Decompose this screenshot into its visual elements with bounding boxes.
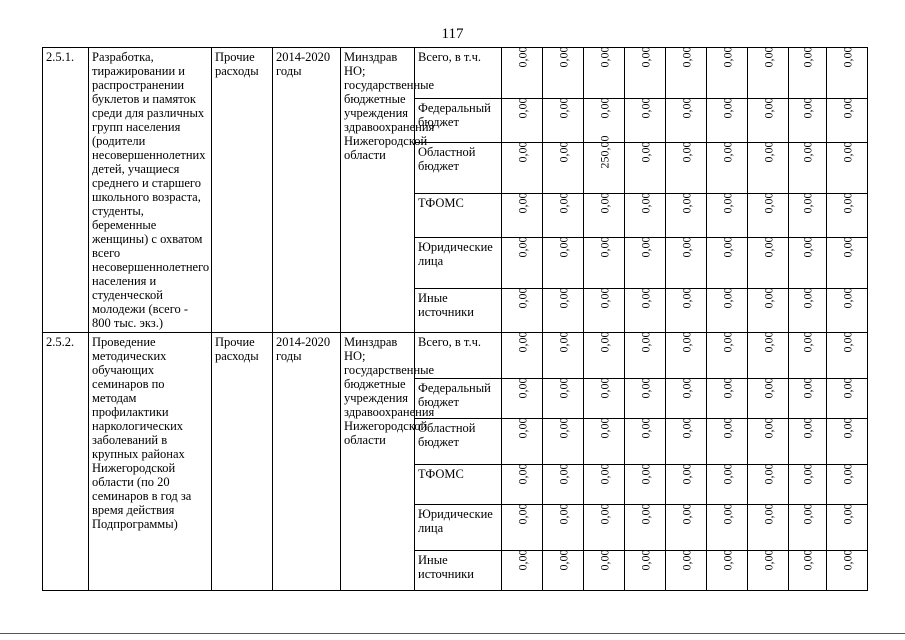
amount-value: 0,00 (515, 192, 529, 214)
amount-value: 0,00 (720, 236, 734, 258)
value-cell (748, 551, 789, 591)
funding-source-label: Юридические лица (415, 237, 502, 288)
amount-value: 0,00 (679, 463, 693, 485)
value-cell (827, 551, 868, 591)
cost-type-cell: Прочие расходы (212, 333, 273, 591)
value-cell (666, 465, 707, 505)
value-cell (543, 419, 584, 465)
value-cell (707, 419, 748, 465)
value-cell (789, 98, 827, 142)
item-title-cell: Проведение методических обучающих семинаров по методам профилактики наркологических заболеваний в крупных районах Нижегородской области (по 20 семинаров в год за время действия Подпрограммы) (89, 333, 212, 591)
amount-value: 0,00 (761, 331, 775, 353)
value-cell (707, 333, 748, 379)
bottom-scan-line (0, 633, 905, 634)
value-cell (625, 465, 666, 505)
value-cell (789, 237, 827, 288)
value-cell (789, 193, 827, 237)
amount-value: 0,00 (597, 463, 611, 485)
amount-value: 0,00 (638, 287, 652, 309)
amount-value: 0,00 (720, 377, 734, 399)
value-cell (789, 505, 827, 551)
amount-value: 0,00 (515, 463, 529, 485)
value-cell (748, 288, 789, 332)
amount-value: 0,00 (638, 192, 652, 214)
value-cell (543, 193, 584, 237)
value-cell (625, 333, 666, 379)
value-cell (707, 288, 748, 332)
amount-value: 0,00 (800, 287, 815, 309)
value-cell (827, 142, 868, 193)
value-cell (827, 98, 868, 142)
value-cell (502, 505, 543, 551)
amount-value: 0,00 (515, 377, 529, 399)
amount-value: 0,00 (679, 46, 693, 68)
amount-value: 0,00 (761, 463, 775, 485)
amount-value: 0,00 (597, 192, 611, 214)
amount-value: 0,00 (840, 192, 854, 214)
amount-value: 0,00 (761, 97, 775, 119)
value-cell (789, 379, 827, 419)
amount-value: 0,00 (515, 417, 529, 439)
value-cell (666, 333, 707, 379)
amount-value: 0,00 (556, 377, 570, 399)
value-cell (707, 465, 748, 505)
value-cell (707, 142, 748, 193)
amount-value: 0,00 (720, 549, 734, 571)
amount-value: 0,00 (840, 377, 854, 399)
amount-value: 0,00 (720, 463, 734, 485)
funding-source-label: Областной бюджет (415, 419, 502, 465)
amount-value: 0,00 (556, 97, 570, 119)
value-cell (625, 419, 666, 465)
funding-source-label: ТФОМС (415, 465, 502, 505)
amount-value: 0,00 (679, 287, 693, 309)
value-cell (789, 551, 827, 591)
value-cell (789, 288, 827, 332)
value-cell (748, 419, 789, 465)
value-cell (625, 193, 666, 237)
amount-value: 0,00 (638, 377, 652, 399)
value-cell (707, 505, 748, 551)
amount-value: 0,00 (638, 463, 652, 485)
value-cell (666, 48, 707, 99)
value-cell (543, 551, 584, 591)
value-cell (543, 142, 584, 193)
amount-value: 0,00 (679, 141, 693, 163)
value-cell (543, 333, 584, 379)
value-cell (748, 465, 789, 505)
amount-value: 0,00 (679, 97, 693, 119)
amount-value: 0,00 (638, 331, 652, 353)
funding-table (42, 47, 868, 591)
amount-value: 0,00 (515, 97, 529, 119)
amount-value: 0,00 (720, 141, 734, 163)
funding-source-label: Федеральный бюджет (415, 98, 502, 142)
amount-value: 0,00 (556, 417, 570, 439)
amount-value: 0,00 (840, 97, 854, 119)
amount-value: 0,00 (679, 192, 693, 214)
value-cell (789, 419, 827, 465)
amount-value: 0,00 (761, 417, 775, 439)
value-cell (543, 237, 584, 288)
value-cell (748, 98, 789, 142)
amount-value: 0,00 (800, 236, 815, 258)
funding-source-label: Областной бюджет (415, 142, 502, 193)
amount-value: 0,00 (638, 417, 652, 439)
cost-type-cell: Прочие расходы (212, 48, 273, 333)
item-number-cell: 2.5.1. (43, 48, 89, 333)
amount-value: 0,00 (638, 549, 652, 571)
item-title-cell: Разработка, тиражировании и распространении буклетов и памяток среди для различных групп населения (родители несовершеннолетних детей, учащиеся среднего и старшего школьного возраста, студенты, беременные женщины) с охватом всего несовершеннолетнего населения и студенческой молодежи (всего - 800 тыс. экз.) (89, 48, 212, 333)
amount-value: 0,00 (720, 192, 734, 214)
value-cell (584, 288, 625, 332)
amount-value: 0,00 (800, 331, 815, 353)
amount-value: 0,00 (761, 287, 775, 309)
table-row (43, 333, 868, 379)
value-cell (827, 419, 868, 465)
value-cell (625, 237, 666, 288)
value-cell (502, 379, 543, 419)
value-cell (748, 505, 789, 551)
amount-value: 0,00 (800, 417, 815, 439)
funding-source-label: Юридические лица (415, 505, 502, 551)
amount-value: 0,00 (597, 503, 611, 525)
amount-value: 0,00 (840, 236, 854, 258)
value-cell (502, 48, 543, 99)
amount-value: 0,00 (761, 549, 775, 571)
executor-cell: Минздрав НО; государственные бюджетные учреждения здравоохранения Нижегородской области (341, 48, 415, 333)
amount-value: 0,00 (556, 331, 570, 353)
value-cell (584, 551, 625, 591)
amount-value: 0,00 (679, 549, 693, 571)
amount-value: 0,00 (515, 549, 529, 571)
value-cell (584, 419, 625, 465)
amount-value: 0,00 (515, 46, 529, 68)
amount-value: 0,00 (720, 331, 734, 353)
amount-value: 0,00 (840, 417, 854, 439)
executor-cell: Минздрав НО; государственные бюджетные учреждения здравоохранения Нижегородской области (341, 333, 415, 591)
value-cell (789, 142, 827, 193)
page-number: 117 (441, 26, 464, 42)
value-cell (584, 48, 625, 99)
amount-value: 0,00 (800, 549, 815, 571)
value-cell (748, 193, 789, 237)
value-cell (502, 193, 543, 237)
amount-value: 0,00 (597, 549, 611, 571)
amount-value: 0,00 (515, 141, 529, 163)
value-cell (625, 288, 666, 332)
value-cell (789, 333, 827, 379)
amount-value: 0,00 (597, 287, 611, 309)
value-cell (789, 48, 827, 99)
amount-value: 0,00 (761, 46, 775, 68)
value-cell (502, 419, 543, 465)
amount-value: 0,00 (840, 331, 854, 353)
value-cell (748, 333, 789, 379)
amount-value: 0,00 (840, 503, 854, 525)
value-cell (543, 288, 584, 332)
amount-value: 0,00 (840, 46, 854, 68)
amount-value: 0,00 (800, 463, 815, 485)
funding-source-label: ТФОМС (415, 193, 502, 237)
value-cell (584, 505, 625, 551)
funding-source-label: Всего, в т.ч. (415, 333, 502, 379)
amount-value: 0,00 (720, 287, 734, 309)
value-cell (625, 48, 666, 99)
amount-value: 0,00 (800, 141, 815, 163)
amount-value: 0,00 (761, 192, 775, 214)
amount-value: 0,00 (556, 236, 570, 258)
amount-value: 0,00 (840, 549, 854, 571)
value-cell (543, 465, 584, 505)
value-cell (748, 142, 789, 193)
value-cell (707, 98, 748, 142)
amount-value: 0,00 (761, 503, 775, 525)
value-cell (584, 465, 625, 505)
value-cell (666, 237, 707, 288)
value-cell (584, 379, 625, 419)
value-cell (827, 505, 868, 551)
amount-value: 0,00 (597, 377, 611, 399)
amount-value: 0,00 (840, 287, 854, 309)
value-cell (707, 48, 748, 99)
value-cell (707, 193, 748, 237)
amount-value: 0,00 (638, 141, 652, 163)
value-cell (502, 237, 543, 288)
value-cell (625, 551, 666, 591)
value-cell (666, 288, 707, 332)
amount-value: 0,00 (840, 463, 854, 485)
value-cell (543, 379, 584, 419)
value-cell (827, 237, 868, 288)
amount-value: 0,00 (556, 46, 570, 68)
amount-value: 0,00 (720, 417, 734, 439)
period-cell: 2014-2020 годы (273, 48, 341, 333)
amount-value: 0,00 (515, 287, 529, 309)
funding-source-label: Иные источники (415, 288, 502, 332)
amount-value: 0,00 (720, 503, 734, 525)
value-cell (584, 333, 625, 379)
value-cell (827, 333, 868, 379)
table-row (43, 48, 868, 99)
value-cell (502, 288, 543, 332)
amount-value: 0,00 (761, 377, 775, 399)
amount-value: 0,00 (515, 331, 529, 353)
amount-value: 0,00 (800, 503, 815, 525)
amount-value: 0,00 (679, 236, 693, 258)
value-cell (625, 505, 666, 551)
amount-value: 0,00 (800, 46, 815, 68)
amount-value: 0,00 (679, 331, 693, 353)
value-cell (707, 379, 748, 419)
amount-value: 0,00 (800, 377, 815, 399)
value-cell (625, 98, 666, 142)
value-cell (584, 135, 625, 193)
period-cell: 2014-2020 годы (273, 333, 341, 591)
value-cell (543, 505, 584, 551)
value-cell (502, 333, 543, 379)
value-cell (789, 465, 827, 505)
amount-value: 0,00 (679, 417, 693, 439)
amount-value: 0,00 (638, 503, 652, 525)
value-cell (666, 142, 707, 193)
value-cell (707, 237, 748, 288)
amount-value: 0,00 (761, 236, 775, 258)
amount-value: 0,00 (556, 549, 570, 571)
amount-value: 0,00 (556, 503, 570, 525)
item-number-cell: 2.5.2. (43, 333, 89, 591)
funding-source-label: Всего, в т.ч. (415, 48, 502, 99)
value-cell (827, 379, 868, 419)
amount-value: 0,00 (556, 141, 570, 163)
amount-value: 0,00 (720, 46, 734, 68)
amount-value: 0,00 (597, 46, 611, 68)
value-cell (666, 193, 707, 237)
amount-value: 0,00 (556, 287, 570, 309)
value-cell (827, 288, 868, 332)
value-cell (748, 379, 789, 419)
amount-value: 0,00 (597, 97, 611, 119)
amount-value: 0,00 (638, 236, 652, 258)
value-cell (827, 48, 868, 99)
amount-value: 0,00 (556, 463, 570, 485)
amount-value: 0,00 (800, 192, 815, 214)
amount-value: 0,00 (597, 417, 611, 439)
value-cell (502, 465, 543, 505)
amount-value: 0,00 (638, 46, 652, 68)
value-cell (543, 48, 584, 99)
funding-source-label: Иные источники (415, 551, 502, 591)
value-cell (666, 98, 707, 142)
value-cell (543, 98, 584, 142)
value-cell (748, 48, 789, 99)
value-cell (584, 237, 625, 288)
amount-value: 250,00 (597, 135, 611, 169)
amount-value: 0,00 (720, 97, 734, 119)
value-cell (502, 142, 543, 193)
funding-source-label: Федеральный бюджет (415, 379, 502, 419)
amount-value: 0,00 (679, 377, 693, 399)
amount-value: 0,00 (679, 503, 693, 525)
value-cell (502, 551, 543, 591)
value-cell (625, 379, 666, 419)
amount-value: 0,00 (800, 97, 815, 119)
amount-value: 0,00 (556, 192, 570, 214)
value-cell (625, 142, 666, 193)
value-cell (707, 551, 748, 591)
amount-value: 0,00 (597, 236, 611, 258)
value-cell (827, 465, 868, 505)
value-cell (827, 193, 868, 237)
amount-value: 0,00 (638, 97, 652, 119)
amount-value: 0,00 (761, 141, 775, 163)
amount-value: 0,00 (840, 141, 854, 163)
amount-value: 0,00 (515, 236, 529, 258)
amount-value: 0,00 (597, 331, 611, 353)
value-cell (666, 419, 707, 465)
amount-value: 0,00 (515, 503, 529, 525)
value-cell (502, 98, 543, 142)
value-cell (666, 551, 707, 591)
value-cell (748, 237, 789, 288)
value-cell (584, 193, 625, 237)
value-cell (666, 505, 707, 551)
value-cell (666, 379, 707, 419)
